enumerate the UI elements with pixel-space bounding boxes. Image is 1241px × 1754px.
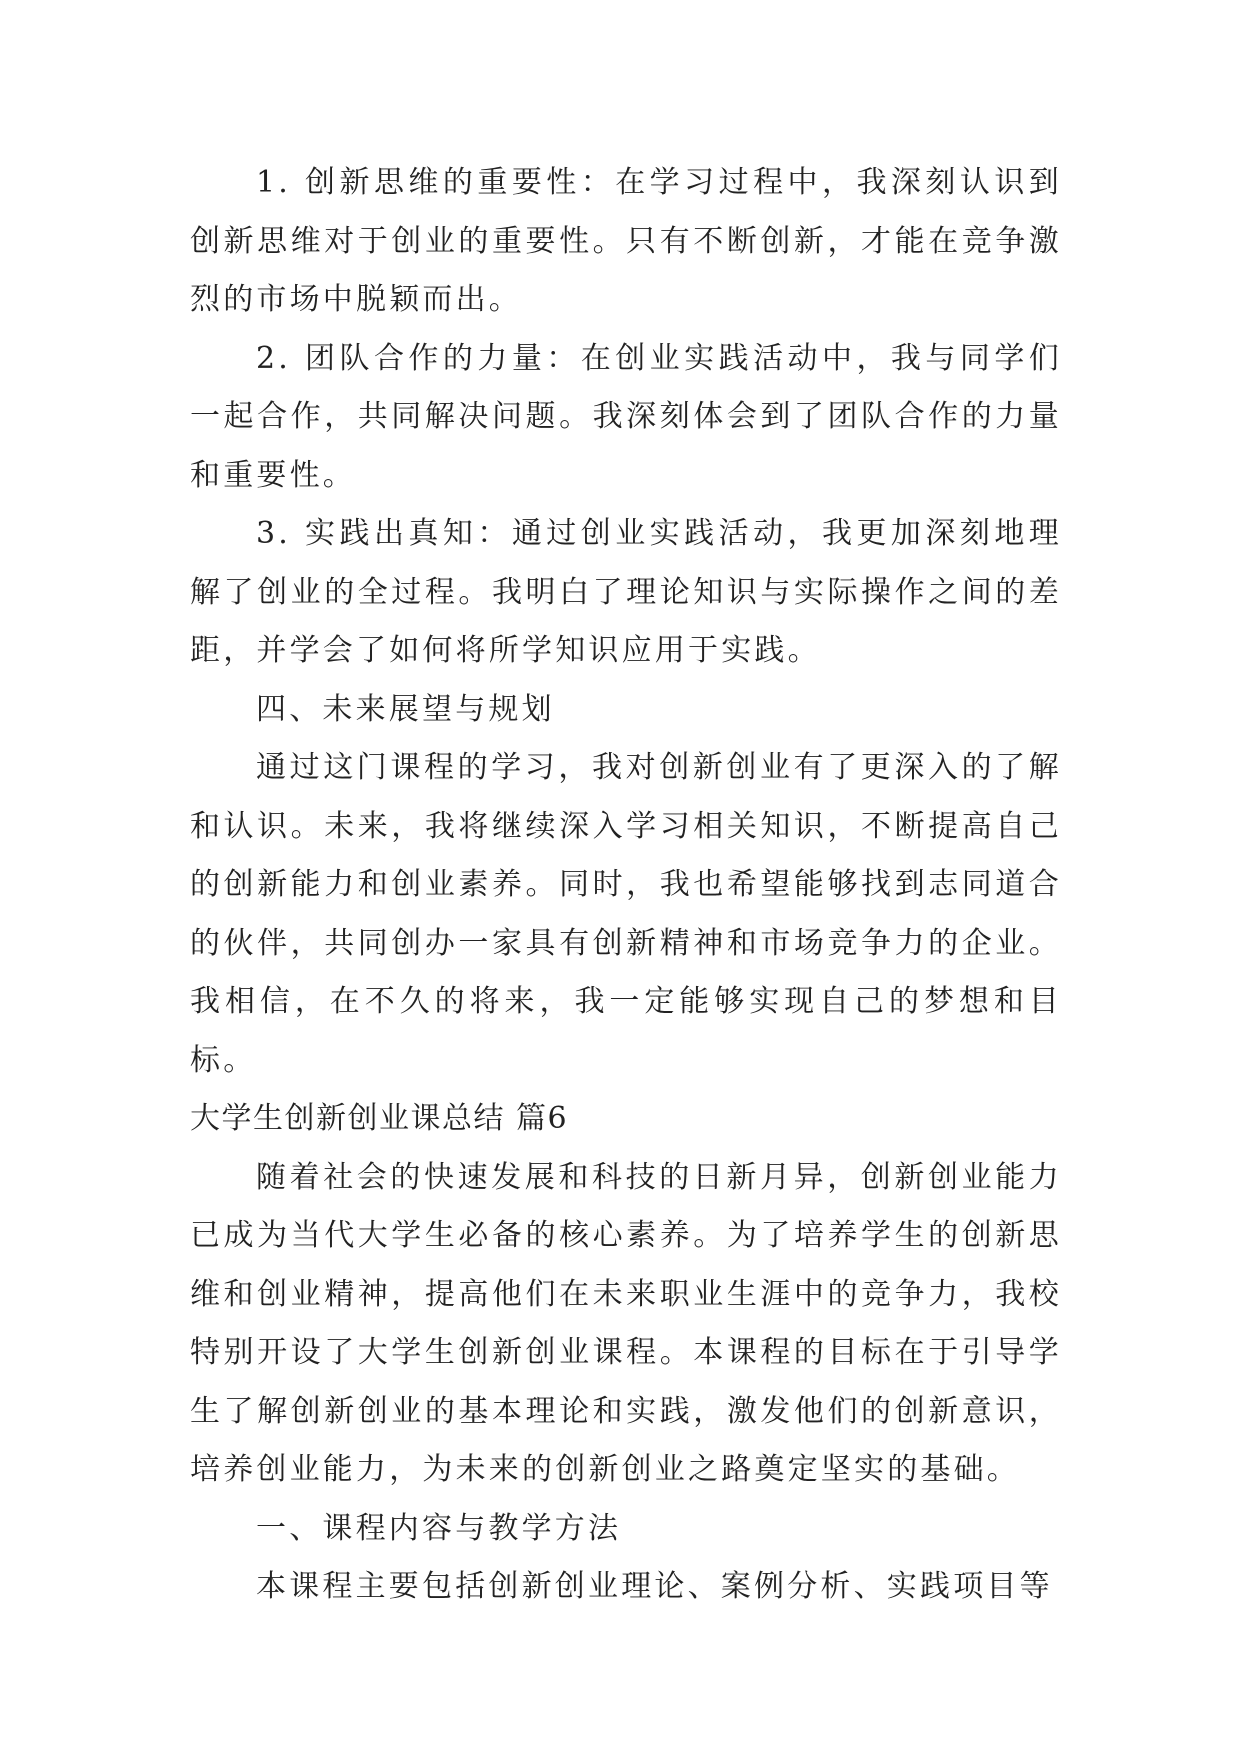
section-heading-course-content: 一、课程内容与教学方法 [256,1510,622,1546]
paragraph-practice: 3. 实践出真知：通过创业实践活动，我更加深刻地理解了创业的全过程。我明白了理论知识与实际操作之间的差距，并学会了如何将所学知识应用于实践。 [190,516,1062,668]
paragraph-intro: 随着社会的快速发展和科技的日新月异，创新创业能力已成为当代大学生必备的核心素养。为了培养学生的创新思维和创业精神，提高他们在未来职业生涯中的竞争力，我校特别开设了大学生创新创业课程。本课程的目标在于引导学生了解创新创业的基本理论和实践，激发他们的创新意识，培养创业能力，为未来的创新创业之路奠定坚实的基础。 [190,1159,1062,1487]
paragraph-future-plan: 通过这门课程的学习，我对创新创业有了更深入的了解和认识。未来，我将继续深入学习相关知识，不断提高自己的创新能力和创业素养。同时，我也希望能够找到志同道合的伙伴，共同创办一家具有创新精神和市场竞争力的企业。我相信，在不久的将来，我一定能够实现自己的梦想和目标。 [190,750,1062,1078]
paragraph-course-content: 本课程主要包括创新创业理论、案例分析、实践项目等 [256,1569,1053,1604]
article-title: 大学生创新创业课总结 篇6 [190,1101,569,1136]
section-heading-future: 四、未来展望与规划 [256,691,555,727]
document-body [190,154,1062,1617]
paragraph-teamwork: 2. 团队合作的力量：在创业实践活动中，我与同学们一起合作，共同解决问题。我深刻体会到了团队合作的力量和重要性。 [190,340,1062,493]
paragraph-innovation-thinking: 1. 创新思维的重要性：在学习过程中，我深刻认识到创新思维对于创业的重要性。只有不断创新，才能在竞争激烈的市场中脱颖而出。 [190,165,1062,317]
